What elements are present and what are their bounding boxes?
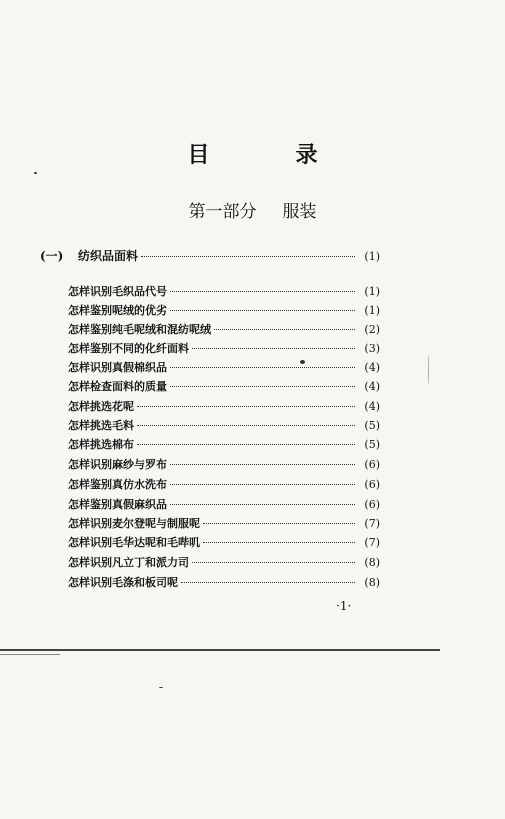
scan-speck xyxy=(34,172,37,174)
entry-page: (4) xyxy=(364,400,380,413)
entry-label: 怎样鉴别真仿水洗布 xyxy=(68,478,167,491)
scan-speck xyxy=(159,687,163,688)
section-label: 纺织品面料 xyxy=(78,249,139,263)
section-page: (1) xyxy=(364,250,380,263)
dot-leader xyxy=(170,484,355,485)
entry-label: 怎样识别麦尔登呢与制服呢 xyxy=(68,517,200,530)
entry-label: 怎样检查面料的质量 xyxy=(68,380,167,393)
scan-speck xyxy=(428,355,429,385)
entry-label: 怎样鉴别呢绒的优劣 xyxy=(68,304,167,317)
toc-entry xyxy=(68,534,380,550)
page-title: 目 录 xyxy=(187,142,350,168)
entry-page: (8) xyxy=(364,556,380,569)
entry-label: 怎样挑选棉布 xyxy=(68,438,134,451)
dot-leader xyxy=(170,504,355,505)
toc-entry xyxy=(68,476,380,492)
entry-label: 怎样识别凡立丁和派力司 xyxy=(68,556,189,569)
toc-entry xyxy=(68,378,380,394)
entry-label: 怎样识别真假棉织品 xyxy=(68,361,167,374)
toc-entry xyxy=(68,554,380,570)
toc-entry xyxy=(68,574,380,590)
dot-leader xyxy=(203,542,355,543)
toc-entry xyxy=(68,302,380,318)
entry-page: (4) xyxy=(364,361,380,374)
dot-leader xyxy=(137,406,355,407)
dot-leader xyxy=(170,464,355,465)
toc-entry xyxy=(68,417,380,433)
toc-entry xyxy=(68,398,380,414)
entry-label: 怎样鉴别真假麻织品 xyxy=(68,498,167,511)
entry-page: (6) xyxy=(364,498,380,511)
toc-entry xyxy=(68,456,380,472)
entry-page: (2) xyxy=(364,323,380,336)
part-name: 第一部分 xyxy=(188,202,257,222)
entry-page: (8) xyxy=(364,576,380,589)
scan-speck xyxy=(300,360,305,364)
part-subject: 服装 xyxy=(282,202,317,222)
entry-label: 怎样识别麻纱与罗布 xyxy=(68,458,167,471)
entry-label: 怎样识别毛织品代号 xyxy=(68,285,167,298)
section-heading xyxy=(40,247,380,264)
entry-label: 怎样鉴别不同的化纤面料 xyxy=(68,342,189,355)
scan-rule-line xyxy=(0,649,440,651)
entry-page: (5) xyxy=(364,438,380,451)
entry-page: (7) xyxy=(364,517,380,530)
entry-page: (1) xyxy=(364,285,380,298)
dot-leader xyxy=(137,425,355,426)
entry-page: (1) xyxy=(364,304,380,317)
page-number: ·1· xyxy=(336,599,352,613)
toc-entry xyxy=(68,436,380,452)
entry-label: 怎样挑选毛料 xyxy=(68,419,134,432)
toc-entry xyxy=(68,515,380,531)
entry-page: (3) xyxy=(364,342,380,355)
toc-entry xyxy=(68,321,380,337)
toc-entry xyxy=(68,359,380,375)
entry-label: 怎样鉴别纯毛呢绒和混纺呢绒 xyxy=(68,323,211,336)
entry-label: 怎样识别毛涤和板司呢 xyxy=(68,576,178,589)
dot-leader xyxy=(214,329,355,330)
dot-leader xyxy=(141,256,355,257)
entry-label: 怎样识别毛华达呢和毛哔叽 xyxy=(68,536,200,549)
dot-leader xyxy=(170,367,355,368)
dot-leader xyxy=(192,348,355,349)
toc-entry xyxy=(68,283,380,299)
dot-leader xyxy=(170,386,355,387)
entry-page: (6) xyxy=(364,478,380,491)
dot-leader xyxy=(170,291,355,292)
dot-leader xyxy=(203,523,355,524)
entry-page: (4) xyxy=(364,380,380,393)
dot-leader xyxy=(181,582,355,583)
entry-page: (6) xyxy=(364,458,380,471)
dot-leader xyxy=(137,444,355,445)
toc-entry xyxy=(68,340,380,356)
dot-leader xyxy=(170,310,355,311)
entry-page: (7) xyxy=(364,536,380,549)
scan-rule-line-short xyxy=(0,654,60,655)
part-heading xyxy=(0,197,505,222)
entry-page: (5) xyxy=(364,419,380,432)
dot-leader xyxy=(192,562,355,563)
entry-label: 怎样挑选花呢 xyxy=(68,400,134,413)
toc-entry xyxy=(68,496,380,512)
section-number: (一) xyxy=(40,249,64,263)
